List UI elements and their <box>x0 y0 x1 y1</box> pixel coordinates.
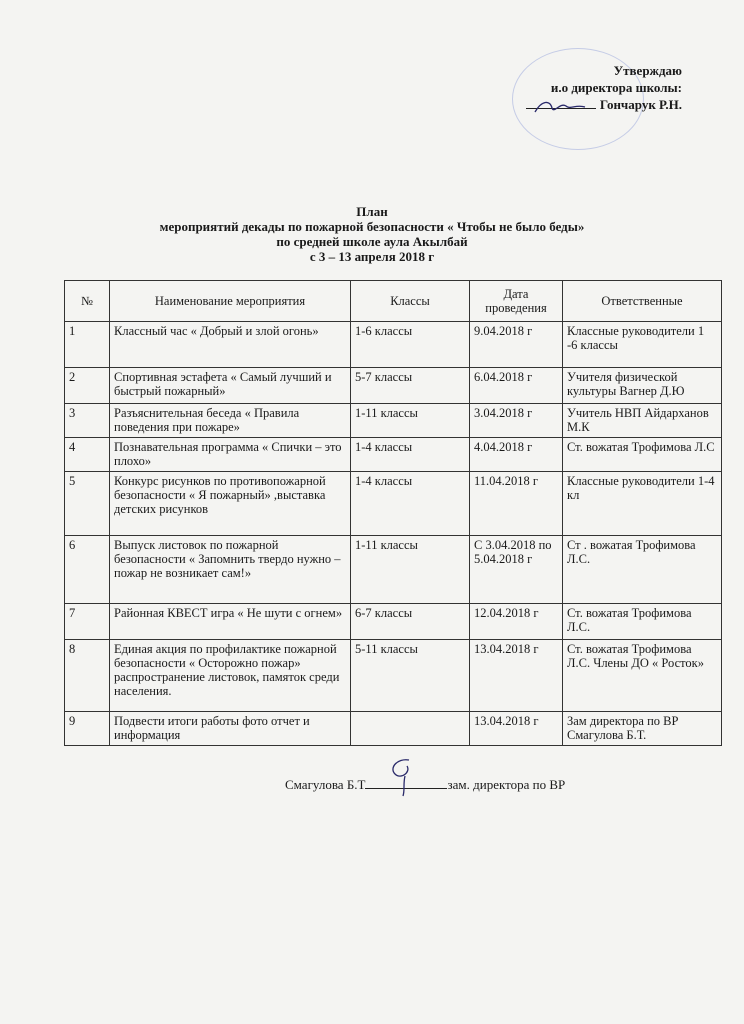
events-table <box>64 280 722 746</box>
approval-position: и.о директора школы: <box>550 80 682 95</box>
cell-responsible: Ст. вожатая Трофимова Л.С <box>563 438 722 472</box>
cell-name: Познавательная программа « Спички – это плохо» <box>110 438 351 472</box>
table-row <box>65 640 722 712</box>
cell-responsible: Учителя физической культуры Вагнер Д.Ю <box>563 368 722 404</box>
cell-name: Конкурс рисунков по противопожарной безопасности « Я пожарный» ,выставка детских рисунков <box>110 472 351 536</box>
table-row <box>65 438 722 472</box>
cell-responsible: Классные руководители 1 -6 классы <box>563 322 722 368</box>
cell-num: 8 <box>65 640 110 712</box>
table-row <box>65 404 722 438</box>
approval-title: Утверждаю <box>613 63 682 78</box>
cell-date: 11.04.2018 г <box>470 472 563 536</box>
cell-responsible: Учитель НВП Айдарханов М.К <box>563 404 722 438</box>
table-row <box>65 472 722 536</box>
cell-responsible: Ст . вожатая Трофимова Л.С. <box>563 536 722 604</box>
table-row <box>65 536 722 604</box>
cell-num: 5 <box>65 472 110 536</box>
cell-num: 3 <box>65 404 110 438</box>
cell-classes: 5-11 классы <box>351 640 470 712</box>
title-school: по средней школе аула Акылбай <box>276 234 468 249</box>
cell-date: 6.04.2018 г <box>470 368 563 404</box>
cell-responsible: Классные руководители 1-4 кл <box>563 472 722 536</box>
cell-date: 13.04.2018 г <box>470 712 563 746</box>
table-row <box>65 712 722 746</box>
table-row <box>65 368 722 404</box>
footer-signature <box>285 776 565 793</box>
cell-classes <box>351 712 470 746</box>
cell-num: 1 <box>65 322 110 368</box>
cell-name: Районная КВЕСТ игра « Не шути с огнем» <box>110 604 351 640</box>
cell-date: 13.04.2018 г <box>470 640 563 712</box>
cell-name: Спортивная эстафета « Самый лучший и быстрый пожарный» <box>110 368 351 404</box>
approval-signature-line <box>526 96 682 113</box>
cell-num: 7 <box>65 604 110 640</box>
cell-num: 2 <box>65 368 110 404</box>
cell-responsible: Ст. вожатая Трофимова Л.С. Члены ДО « Росток» <box>563 640 722 712</box>
director-name: Гончарук Р.Н. <box>599 97 682 112</box>
cell-classes: 6-7 классы <box>351 604 470 640</box>
cell-responsible: Ст. вожатая Трофимова Л.С. <box>563 604 722 640</box>
cell-num: 4 <box>65 438 110 472</box>
footer-role: зам. директора по ВР <box>447 777 566 792</box>
cell-name: Подвести итоги работы фото отчет и информация <box>110 712 351 746</box>
table-row <box>65 604 722 640</box>
director-signature <box>526 108 596 109</box>
cell-classes: 1-4 классы <box>351 472 470 536</box>
cell-num: 9 <box>65 712 110 746</box>
cell-date: С 3.04.2018 по 5.04.2018 г <box>470 536 563 604</box>
cell-classes: 1-4 классы <box>351 438 470 472</box>
cell-num: 6 <box>65 536 110 604</box>
cell-date: 12.04.2018 г <box>470 604 563 640</box>
cell-classes: 1-11 классы <box>351 404 470 438</box>
header-responsible: Ответственные <box>563 281 722 322</box>
cell-name: Классный час « Добрый и злой огонь» <box>110 322 351 368</box>
cell-responsible: Зам директора по ВР Смагулова Б.Т. <box>563 712 722 746</box>
cell-date: 9.04.2018 г <box>470 322 563 368</box>
cell-name: Выпуск листовок по пожарной безопасности « Запомнить твердо нужно – пожар не возникает сам!» <box>110 536 351 604</box>
document-title <box>0 204 744 264</box>
header-classes: Классы <box>351 281 470 322</box>
cell-date: 3.04.2018 г <box>470 404 563 438</box>
header-date: Дата проведения <box>470 281 563 322</box>
cell-name: Разъяснительная беседа « Правила поведения при пожаре» <box>110 404 351 438</box>
title-dates: с 3 – 13 апреля 2018 г <box>309 249 435 264</box>
cell-name: Единая акция по профилактике пожарной безопасности « Осторожно пожар» распространение листовок, памяток среди населения. <box>110 640 351 712</box>
header-name: Наименование мероприятия <box>110 281 351 322</box>
cell-date: 4.04.2018 г <box>470 438 563 472</box>
cell-classes: 5-7 классы <box>351 368 470 404</box>
title-plan: План <box>356 204 388 219</box>
cell-classes: 1-11 классы <box>351 536 470 604</box>
cell-classes: 1-6 классы <box>351 322 470 368</box>
approval-block <box>526 62 682 113</box>
footer-name: Смагулова Б.Т <box>285 777 366 792</box>
header-num: № <box>65 281 110 322</box>
table-header-row <box>65 281 722 322</box>
title-subject: мероприятий декады по пожарной безопасности « Чтобы не было беды» <box>159 219 585 234</box>
table-row <box>65 322 722 368</box>
deputy-signature <box>365 776 447 789</box>
